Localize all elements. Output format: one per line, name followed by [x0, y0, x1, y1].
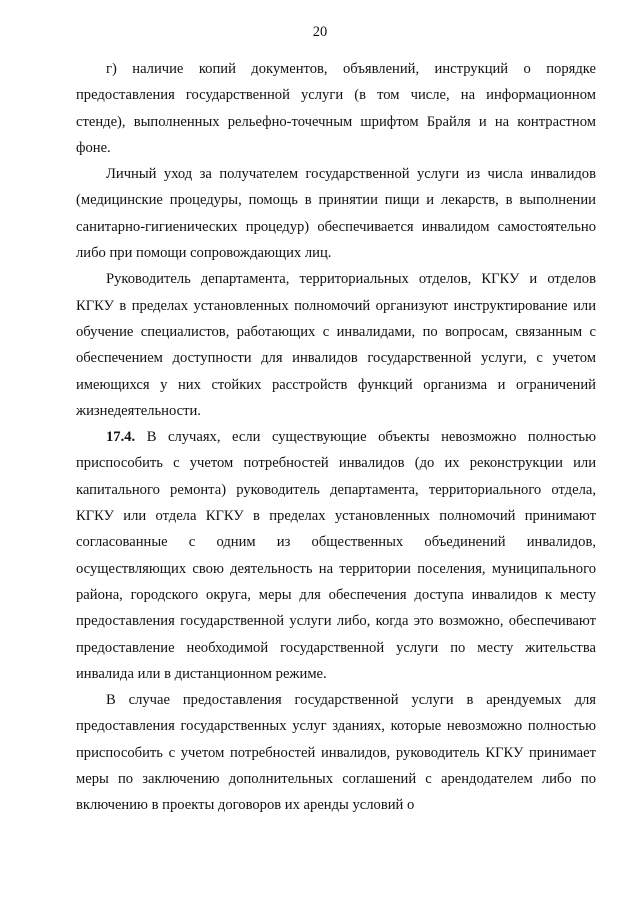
section-number: 17.4.: [106, 429, 136, 446]
paragraph-text: Личный уход за получателем государственной услуги из числа инвалидов (медицинские процедуры, помощь в принятии пищи и лекарств, в выполнении санитарно-гигиенических процедур) обеспечивается инвалидом самостоятельно либо при помощи сопровождающих лиц.: [76, 166, 596, 262]
paragraph-text: г) наличие копий документов, объявлений, инструкций о порядке предоставления государственной услуги (в том числе, на информационном стенде), выполненных рельефно-точечным шрифтом Брайля и на контрастном фоне.: [76, 61, 596, 156]
paragraph-leased-buildings: [76, 687, 596, 818]
paragraph-item-g-braille: [76, 56, 596, 161]
paragraph-staff-training: [76, 266, 596, 424]
paragraph-text: В случае предоставления государственной услуги в арендуемых для предоставления государственных услуг зданиях, которые невозможно полностью приспособить с учетом потребностей инвалидов, руководитель КГКУ принимает меры по заключению дополнительных соглашений с арендодателем либо по включению в проекты договоров их аренды условий о: [76, 692, 596, 814]
document-body: [76, 56, 596, 819]
paragraph-personal-care: [76, 161, 596, 266]
paragraph-text: В случаях, если существующие объекты невозможно полностью приспособить с учетом потребностей инвалидов (до их реконструкции или капитального ремонта) руководитель департамента, территориального отдела, КГКУ или отдела КГКУ в пределах установленных полномочий принимают согласованные с одним из общественных объединений инвалидов, осуществляющих свою деятельность на территории поселения, муниципального района, городского округа, меры для обеспечения доступа инвалидов к месту предоставления государственной услуги либо, когда это возможно, обеспечивают предоставление необходимой государственной услуги по месту жительства инвалида или в дистанционном режиме.: [76, 429, 596, 682]
page-number: 20: [312, 24, 328, 40]
paragraph-text: Руководитель департамента, территориальных отделов, КГКУ и отделов КГКУ в пределах установленных полномочий организуют инструктирование или обучение специалистов, работающих с инвалидами, по вопросам, связанным с обеспечением доступности для инвалидов государственной услуги, с учетом имеющихся у них стойких расстройств функций организма и ограничений жизнедеятельности.: [76, 271, 596, 419]
paragraph-section-17-4: [76, 424, 596, 687]
